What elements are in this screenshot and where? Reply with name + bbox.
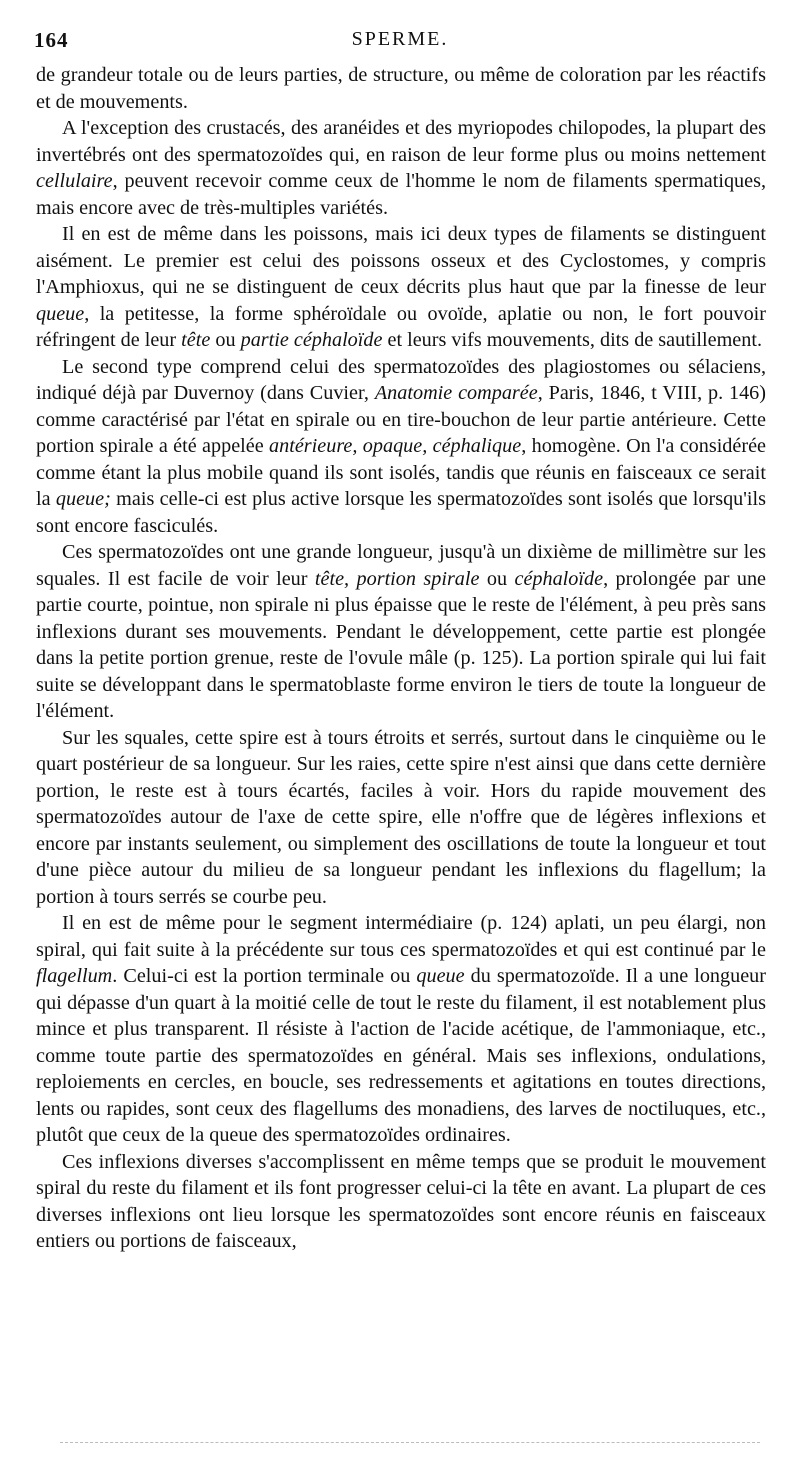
running-head: SPERME. bbox=[351, 28, 449, 50]
text-run: , Paris, 1846, t VIII, p. 146) comme caractérisé par l'état en spirale ou en tire-bouchon de leur partie antérieure. Cette portion spirale a été appelée bbox=[36, 382, 767, 457]
body-text bbox=[36, 62, 766, 1255]
text-run: et leurs vifs mouvements, dits de sautillement. bbox=[382, 329, 763, 351]
paragraph bbox=[36, 910, 766, 1149]
italic-text: tête bbox=[181, 329, 211, 351]
paragraph bbox=[36, 221, 766, 354]
text-run: , homogène. On l'a considérée comme étant la plus mobile quand ils sont isolés, tandis que réunis en faisceaux ce serait la bbox=[36, 435, 767, 510]
italic-text: céphaloïde bbox=[514, 567, 604, 590]
paragraph bbox=[36, 1149, 766, 1255]
text-run: de grandeur totale ou de leurs parties, de structure, ou même de coloration par les réactifs et de mouvements. bbox=[36, 64, 766, 113]
text-run: Ces spermatozoïdes ont une grande longueur, jusqu'à un dixième de millimètre sur les squales. Il est facile de voir leur bbox=[36, 541, 766, 590]
italic-text: queue; bbox=[55, 488, 111, 510]
paragraph bbox=[36, 354, 766, 540]
text-run: Sur les squales, cette spire est à tours étroits et serrés, surtout dans le cinquième ou le quart postérieur de sa longueur. Sur les raies, cette spire n'est ainsi que dans cette dernière portion, le reste est à tours écartés, faciles à voir. Hors du rapide mouvement des spermatozoïdes autour de l'axe de cette spire, elle n'offre que de légères inflexions et encore par instants seulement, ou simplement des oscillations de toute la longueur et tout d'une pièce autour du milieu de sa longueur pendant les inflexions du flagellum; la portion à tours serrés se courbe peu. bbox=[36, 726, 766, 908]
text-run: A l'exception des crustacés, des aranéides et des myriopodes chilopodes, la plupart des invertébrés ont des spermatozoïdes qui, en raison de leur forme plus ou moins nettement bbox=[36, 117, 766, 166]
text-run: Le second type comprend celui des spermatozoïdes des plagiostomes ou sélaciens, indiqué déjà par Duvernoy (dans Cuvier, bbox=[36, 355, 766, 404]
page-number: 164 bbox=[34, 28, 69, 52]
text-run: du spermatozoïde. Il a une longueur qui dépasse d'un quart à la moitié celle de tout le reste du filament, il est notablement plus mince et plus transparent. Il résiste à l'action de l'acide acétique, de l'ammoniaque, etc., comme toute partie des spermatozoïdes en général. Mais ses inflexions, ondulations, reploiements en cercles, en boucle, ses redressements et agitations en toutes directions, lents ou rapides, sont ceux des flagellums des monadiens, des larves de noctiluques, etc., plutôt que ceux de la queue des spermatozoïdes ordinaires. bbox=[36, 965, 766, 1146]
italic-text: cellulaire bbox=[36, 170, 113, 192]
text-run: . Celui-ci est la portion terminale ou bbox=[112, 965, 417, 987]
italic-text: Anatomie comparée bbox=[374, 382, 538, 404]
italic-text: tête, portion spirale bbox=[314, 567, 480, 590]
italic-text: flagellum bbox=[36, 965, 113, 987]
text-run: ou bbox=[210, 329, 241, 351]
text-run: , peuvent recevoir comme ceux de l'homme le nom de filaments spermatiques, mais encore avec de très-multiples variétés. bbox=[36, 170, 766, 219]
text-run: mais celle-ci est plus active lorsque les spermatozoïdes sont isolés que lorsqu'ils sont encore fasciculés. bbox=[36, 488, 766, 537]
italic-text: partie céphaloïde bbox=[240, 329, 383, 351]
text-run: Il en est de même pour le segment intermédiaire (p. 124) aplati, un peu élargi, non spiral, qui fait suite à la précédente sur tous ces spermatozoïdes et qui est continué par le bbox=[36, 912, 766, 961]
page-header bbox=[34, 28, 766, 58]
italic-text: queue bbox=[36, 302, 85, 325]
footer-rule bbox=[60, 1442, 760, 1443]
text-run: , la petitesse, la forme sphéroïdale ou ovoïde, aplatie ou non, le fort pouvoir réfringent de leur bbox=[36, 302, 766, 351]
italic-text: antérieure, opaque, céphalique bbox=[269, 435, 522, 457]
paragraph bbox=[36, 115, 766, 221]
paragraph bbox=[36, 62, 766, 115]
paragraph bbox=[36, 725, 766, 911]
paragraph bbox=[36, 539, 766, 725]
italic-text: queue bbox=[416, 965, 465, 987]
text-run: Il en est de même dans les poissons, mais ici deux types de filaments se distinguent aisément. Le premier est celui des poissons osseux et des Cyclostomes, y compris l'Amphioxus, qui ne se distinguent de ceux décrits plus haut que par la finesse de leur bbox=[36, 223, 766, 298]
text-run: ou bbox=[479, 567, 515, 590]
text-run: , prolongée par une partie courte, pointue, non spirale ni plus épaisse que le reste de l'élément, à peu près sans inflexions durant ses mouvements. Pendant le développement, cette partie est plongée dans la petite portion grenue, reste de l'ovule mâle (p. 125). La portion spirale qui lui fait suite se développant dans le spermatoblaste forme environ le tiers de toute la longueur de l'élément. bbox=[36, 567, 766, 722]
text-run: Ces inflexions diverses s'accomplissent en même temps que se produit le mouvement spiral du reste du filament et ils font progresser celui-ci la tête en avant. La plupart de ces diverses inflexions ont lieu lorsque les spermatozoïdes sont encore réunis en faisceaux entiers ou portions de faisceaux, bbox=[36, 1150, 766, 1252]
